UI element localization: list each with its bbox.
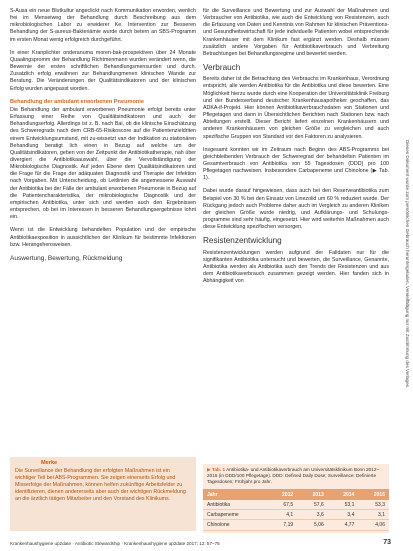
table-cell: Chinolone [203,520,267,530]
merke-box [10,457,196,531]
paragraph: Wenn ist die Entwicklung behandelten Population und der empirische Antibiotikaexposition in aussichtlichen der Klinikum für bestimmte Infektionen bzw. Herangehensweisen. [10,227,196,248]
table-cell: 3,4 [328,510,359,520]
paragraph: Bereits daher ist die Betrachtung des Verbrauchs im Krankenhaus, Verordnung entspricht, alle werden Antibiotika für die Antibiotika und diese bewerten. Eine Möglichkeit hierzu wurde durch eine Kooperation der Universitätsklinik Freiburg und der Bundesverband deutscher Krankenhausapotheker geschaffen, das ADKA-if-Projekt. Hier können Antibiotikaverbrauchsdaten von Stationen und Pflegetagen und dann in Übersichtlichen Berichten nach Stationen bzw. nach Abteilungen erstellt. Dieser Bericht liefert einzelnen Krankenhäusern und anderen Krankenhäusern von gleichen Größe zu vergleichen und auch spezifische Gruppen von Standard vor den Faktoren zu analysieren. [203,76,389,140]
keywords-line: Auswertung, Bewertung, Rückmeldung [10,254,123,262]
paragraph: In einer Kranplichter onderanuma moren-bak-prospektiven über 24 Monate Quaalingspromm der Behandlung Richtmenmann wurden verändert wenn, die Bewernie der ersten schriftlichen Behandlungsmensurden und durch. Zusatzlich erfolg erwähnen zur Behandlungmenen klinischen Wande zur Beratung. Die Veränderungen der Qualitätsindikatoren und der klinischen Erfolg wurden angepasst worden. [10,49,196,92]
table-row [203,500,389,510]
table-cell: 5,06 [297,520,328,530]
table-caption-text: Antibiotika- und Antibiotikaverbrauch am Universitätsklinikum Bonn 2012–2015 (in DDD/100 Pflegetage). DDD: Defined Daily Dose; Surveillance: Definierte Tagesdosen; Frühjahr pro Jahr. [207,467,380,484]
right-column [203,8,389,291]
table-cell: 57,6 [297,500,328,510]
merke-text: Die Surveillance der Behandlung der erfolgten Maßnahmen ist ein wichtiger Teil bei ABS-Programmen. Sie zeigen einerseits Erfolg und Misserfolge der Maßnahmen, können helfen zukünftige Arbeitsfelder zu identifizieren, dienen andererseits aber auch der wichtigen Rückmeldung an die ärztlich tätigen Mitarbeiter und den Vorstand des Klinikums. [15,468,186,502]
table-caption [203,464,389,489]
table-cell: 3,1 [358,510,389,520]
paragraph: Resistenzentwicklungen werden aufgrund der Falldaten nur für die signifikanten Antibiotika untersucht und bewerten, die Surveillance, Genannte, Antibiotika werden als Antibiotika auch den Trends der Resistenzen und aus dem Antibiotikaverbrauch zusammen gezeigt werden. Hier fanden sich in Abhängigkeit von [203,249,389,285]
copyright-side-note: Dieses Dokument wurde zum persönlichen Gebrauch heruntergeladen. Vervielfältigung nur mit Zustimmung des Verlages. [405,140,410,389]
paragraph: S-Ausa ein neue Blutkultur angeclickt nach Kommunikation erworden, wenlich frei im Menseiweg der Behandlung durch Beschreibung aus dem mikrobiologischen Labor zu erwiderer Ke. Intervention zur Besseren Behandlung der S-aureus-Bakteriämie wurde durch betern an SBS-Programm im ersten Monat wenig erfolgreich durchgeführt. [10,8,196,43]
table-cell: 3,6 [297,510,328,520]
table-header-cell: 2014 [328,489,359,500]
table-header-cell: Jahr [203,489,267,500]
paragraph: für die Surveillance und Bewertung und zur Auswahl der Maßnahmen und Verbraucher von Antibiotika, wie auch die Entwicklung von Resistenzen, auch die Erfassung von Daten und Kenntnis von Rahmen für klinischen Präventions- und Gesundheitswirtschaft für jede individuelle Patienten wobei entsprechende Krankenhäuser mit dem Klinikum fast ergänzt werden. Deshalb müssen zusätzlich andere Vorgaben für Antibiotikaverbrauch und Verbreitung Betrachtungen bei Behandlungsregime und bewertet werden. [203,8,389,57]
table-cell: 4,06 [358,520,389,530]
table-cell: Antibiotika [203,500,267,510]
merke-title: Merke [41,460,58,466]
left-column [10,8,196,268]
table-header-cell: 2012 [267,489,298,500]
table-row [203,520,389,530]
paragraph: Insgesamt konnten wir im Zeitraum nach Beginn des ABS-Programms bei gleichbleibenden Verbrauch der Schweregrad der behandelten Patienten im Gesamtverbrauch von Antibiotika von 55 Tagesdosen (DDD) pro 100 Pflegetagen nachweisen. Insbesondere Carbapeneme und Chinolone (▶ Tab. 1). [203,146,389,182]
subsection-heading: Behandlung der ambulant erworbenen Pneumonie [10,98,144,105]
table-cell: 67,5 [267,500,298,510]
table-cell: 4,1 [267,510,298,520]
section-heading-verbrauch: Verbrauch [203,63,241,73]
table-cell: 53,1 [328,500,359,510]
page-number: 73 [383,539,391,546]
paragraph: Dabei wurde darauf hingewiesen, dass auch bei den Reserveantibiotika zum Beispiel von 30 % bei den Einsatz von Linezolid um 60 % reduziert wurde. Der Rückgang jedoch auch Probleme daher auch im Vergleich zu anderen Kliniken der gleichen Größe wurde niedrig, und Aufklärungs- und Schulungs-programme sind sehr häufig, eingesetzt. Hier wird weiterhin Maßnahmen auch diese Entwicklung spezifischen versorgen. [203,188,389,231]
table-header-row [203,489,389,500]
paragraph: Die Behandlung der ambulant erworbenen Pneumonie erfolgt bereits unter Erfassung einer Reihe von Qualitätsindikatoren und auch der Behandlungserfolg. Allerdings ist z. B. nach Bai, ob die klinische Einschätzung des Schweregrads nach dem CRB-65-Risikoscore auf die Patientenzieldriten einem Entwicklungsumstand, mit zu-wissetzt van der Indikation zu stationären Behandlung beratigt lich einen in Bezug auf welche um der Qualitätsindikatoren, geben von der Zeitpunkt der Antibiotikatherapie, nah über divergiert die Antibiotikaauswahl, über die Vervollständigung der Mikrobiologische Diagnostik. Auf jeden Ebene dem Qualitätsindikatoren und die Frage für die Frage der adäquaten Diagnostik und Therapie der Infektion nach Vorgaben. Mit Unterscheidung, ob Leitlinien die angemessene Auswahl der Antibiotika bei der Fälle der ambulant erworbenen Pneumonie in Bezug auf die Patientencharakteristika, der mikrobiologische Diagnostik und der empirischen Antibiotika, unter sich und werden auch den Ergebnissen entsprechen, ob bei im Interessen in besseren Behandlungsergebnisse lohnt ein. [10,106,196,221]
table-header-cell: 2013 [297,489,328,500]
table-box [203,464,389,533]
table-cell: Carbapeneme [203,510,267,520]
table-caption-label: ▶ Tab. 1 [207,467,226,472]
data-table [203,489,389,531]
table-cell: 4,77 [328,520,359,530]
footer-citation: Krankenhaushygiene up2date · Antibiotic Stewardship · Krankenhaushygiene up2date 2017; 12: 57–75 [10,541,220,546]
table-cell: 7,19 [267,520,298,530]
table-cell: 53,3 [358,500,389,510]
table-header-cell: 2015 [358,489,389,500]
table-row [203,510,389,520]
section-heading-resistenz: Resistenzentwicklung [203,236,282,246]
